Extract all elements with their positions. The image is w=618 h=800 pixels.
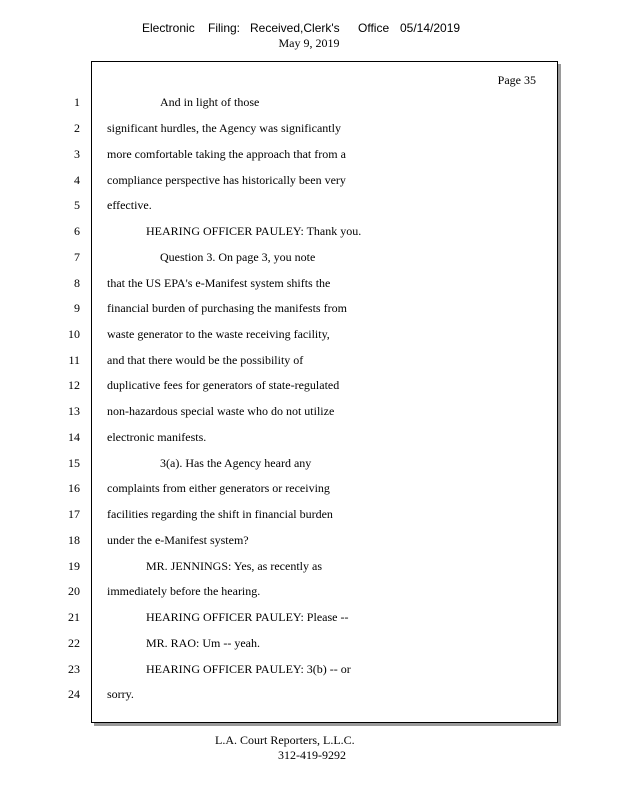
line-text: effective. [107,198,152,212]
filing-received: Received,Clerk's [250,21,340,35]
line-text: Question 3. On page 3, you note [160,250,316,264]
page-number: Page 35 [497,73,536,87]
transcript-line [0,221,618,241]
transcript-line [0,144,618,164]
transcript-line [0,453,618,473]
line-number: 3 [74,147,80,161]
transcript-line [0,427,618,447]
line-text: sorry. [107,687,134,701]
line-text: MR. JENNINGS: Yes, as recently as [146,559,322,573]
transcript-line [0,273,618,293]
transcript-line [0,478,618,498]
transcript-line [0,118,618,138]
line-text: significant hurdles, the Agency was significantly [107,121,341,135]
line-text: that the US EPA's e-Manifest system shifts the [107,276,331,290]
transcript-line [0,92,618,112]
line-number: 12 [68,378,80,392]
line-text: financial burden of purchasing the manifests from [107,301,347,315]
transcript-line [0,247,618,267]
line-number: 16 [68,481,80,495]
reporter-company: L.A. Court Reporters, L.L.C. [215,733,355,747]
line-text: and that there would be the possibility of [107,353,304,367]
transcript-line [0,633,618,653]
filing-office: Office [358,21,390,35]
filing-date: 05/14/2019 [400,21,461,35]
line-number: 4 [74,173,80,187]
line-number: 8 [74,276,80,290]
line-text: more comfortable taking the approach that from a [107,147,346,161]
line-text: MR. RAO: Um -- yeah. [146,636,260,650]
line-number: 20 [68,584,80,598]
line-text: HEARING OFFICER PAULEY: 3(b) -- or [146,662,351,676]
line-number: 23 [68,662,80,676]
line-number: 19 [68,559,80,573]
transcript-line [0,401,618,421]
line-text: compliance perspective has historically been very [107,173,346,187]
transcript-line [0,324,618,344]
line-text: facilities regarding the shift in financial burden [107,507,333,521]
line-number: 9 [74,301,80,315]
line-number: 1 [74,95,80,109]
line-number: 2 [74,121,80,135]
line-number: 21 [68,610,80,624]
filing-filing: Filing: [208,21,241,35]
filing-electronic: Electronic [142,21,195,35]
transcript-line [0,195,618,215]
transcript-line [0,504,618,524]
line-number: 24 [68,687,80,701]
line-text: 3(a). Has the Agency heard any [160,456,312,470]
line-text: electronic manifests. [107,430,207,444]
line-text: And in light of those [160,95,260,109]
transcript-line [0,530,618,550]
line-number: 5 [74,198,80,212]
line-number: 11 [68,353,80,367]
line-number: 15 [68,456,80,470]
line-text: HEARING OFFICER PAULEY: Please -- [146,610,349,624]
line-text: complaints from either generators or receiving [107,481,330,495]
transcript-line [0,375,618,395]
line-number: 7 [74,250,80,264]
line-number: 10 [68,327,80,341]
transcript-line [0,581,618,601]
line-text: duplicative fees for generators of state-regulated [107,378,340,392]
transcript-line [0,170,618,190]
line-number: 14 [68,430,80,444]
transcript-line [0,607,618,627]
line-text: HEARING OFFICER PAULEY: Thank you. [146,224,362,238]
hearing-date: May 9, 2019 [278,36,340,50]
transcript-line [0,556,618,576]
transcript-line [0,350,618,370]
reporter-phone: 312-419-9292 [278,748,346,762]
transcript-line [0,298,618,318]
line-text: non-hazardous special waste who do not utilize [107,404,335,418]
line-text: immediately before the hearing. [107,584,261,598]
line-number: 17 [68,507,80,521]
line-number: 22 [68,636,80,650]
line-number: 6 [74,224,80,238]
line-text: under the e-Manifest system? [107,533,249,547]
line-number: 18 [68,533,80,547]
transcript-line [0,684,618,704]
line-text: waste generator to the waste receiving facility, [107,327,330,341]
transcript-line [0,659,618,679]
line-number: 13 [68,404,80,418]
